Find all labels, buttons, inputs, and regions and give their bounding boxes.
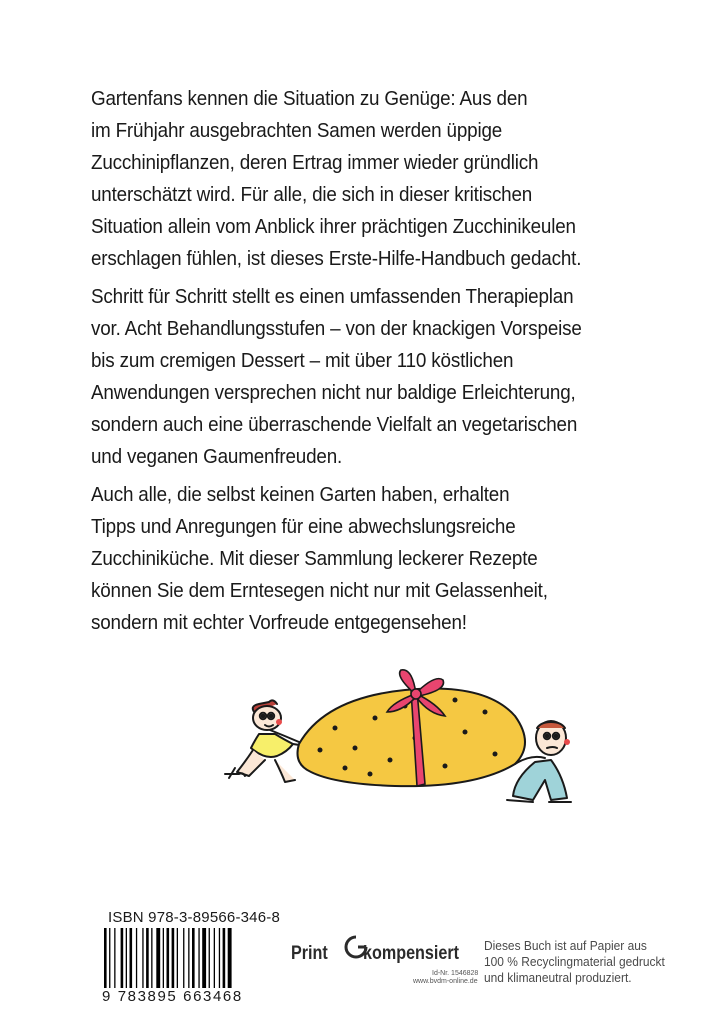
woman-figure xyxy=(225,700,311,782)
barcode-bar xyxy=(188,928,189,988)
barcode-bar xyxy=(146,928,149,988)
isbn-label: ISBN 978-3-89566-346-8 xyxy=(108,909,281,926)
barcode-bar xyxy=(198,928,199,988)
barcode-bar xyxy=(130,928,133,988)
blurb-line: Zucchiniküche. Mit dieser Sammlung leckerer Rezepte xyxy=(91,547,538,570)
eco-note-line: und klimaneutral produziert. xyxy=(484,970,632,985)
barcode-bar xyxy=(223,928,226,988)
blurb-line: im Frühjahr ausgebrachten Samen werden üppige xyxy=(91,119,503,142)
blurb-line: Zucchinipflanzen, deren Ertrag immer wieder gründlich xyxy=(91,151,539,174)
barcode-bar xyxy=(136,928,137,988)
blurb-paragraph-3 xyxy=(91,479,606,639)
barcode-bar xyxy=(209,928,210,988)
blurb-line: sondern auch eine überraschende Vielfalt an vegetarischen xyxy=(91,413,578,436)
barcode-bar xyxy=(183,928,184,988)
barcode-bar xyxy=(121,928,124,988)
barcode-bar xyxy=(109,928,110,988)
blurb-line: Anwendungen versprechen nicht nur baldige Erleichterung, xyxy=(91,381,576,404)
barcode-bar xyxy=(156,928,160,988)
blurb-line: unterschätzt wird. Für alle, die sich in dieser kritischen xyxy=(91,183,533,206)
blurb-line: Schritt für Schritt stellt es einen umfassenden Therapieplan xyxy=(91,285,574,308)
blurb-line: erschlagen fühlen, ist dieses Erste-Hilfe-Handbuch gedacht. xyxy=(91,247,582,270)
blurb-line: vor. Acht Behandlungsstufen – von der knackigen Vorspeise xyxy=(91,317,582,340)
barcode-digits: 9 783895 663468 xyxy=(102,988,243,1005)
barcode-bar xyxy=(172,928,175,988)
blurb-line: Tipps und Anregungen für eine abwechslungsreiche xyxy=(91,515,516,538)
barcode-bar xyxy=(104,928,107,988)
blurb-line: Auch alle, die selbst keinen Garten haben, erhalten xyxy=(91,483,510,506)
blurb-line: können Sie dem Erntesegen nicht nur mit Gelassenheit, xyxy=(91,579,548,602)
barcode-bar xyxy=(151,928,152,988)
barcode-bar xyxy=(114,928,115,988)
barcode-bar xyxy=(228,928,232,988)
blurb-line: sondern mit echter Vorfreude entgegensehen! xyxy=(91,611,467,634)
isbn-barcode xyxy=(102,928,262,988)
blurb-paragraph-2 xyxy=(91,281,606,473)
barcode-bar xyxy=(192,928,195,988)
barcode-bar xyxy=(142,928,143,988)
barcode-bar xyxy=(126,928,127,988)
barcode-bar xyxy=(177,928,178,988)
blurb-line: bis zum cremigen Dessert – mit über 110 köstlichen xyxy=(91,349,514,372)
barcode-bar xyxy=(219,928,220,988)
blurb-line: Situation allein vom Anblick ihrer prächtigen Zucchinikeulen xyxy=(91,215,576,238)
blurb-paragraph-1 xyxy=(91,83,606,275)
logo-website: www.bvdm-online.de xyxy=(413,978,478,985)
barcode-bar xyxy=(214,928,215,988)
blurb-line: und veganen Gaumenfreuden. xyxy=(91,445,343,468)
eco-note xyxy=(484,938,665,986)
blurb-line: Gartenfans kennen die Situation zu Genüge: Aus den xyxy=(91,87,528,110)
print-kompensiert-logo xyxy=(291,933,481,993)
logo-word-kompensiert: kompensiert xyxy=(363,943,460,964)
eco-note-line: Dieses Buch ist auf Papier aus xyxy=(484,938,647,953)
barcode-bar xyxy=(202,928,206,988)
logo-id-number: Id-Nr. 1546828 xyxy=(432,970,479,977)
eco-note-line: 100 % Recyclingmaterial gedruckt xyxy=(484,954,665,969)
logo-word-print: Print xyxy=(291,943,328,964)
barcode-bar xyxy=(163,928,164,988)
barcode-bar xyxy=(167,928,170,988)
zucchini-gift-illustration xyxy=(215,668,600,828)
